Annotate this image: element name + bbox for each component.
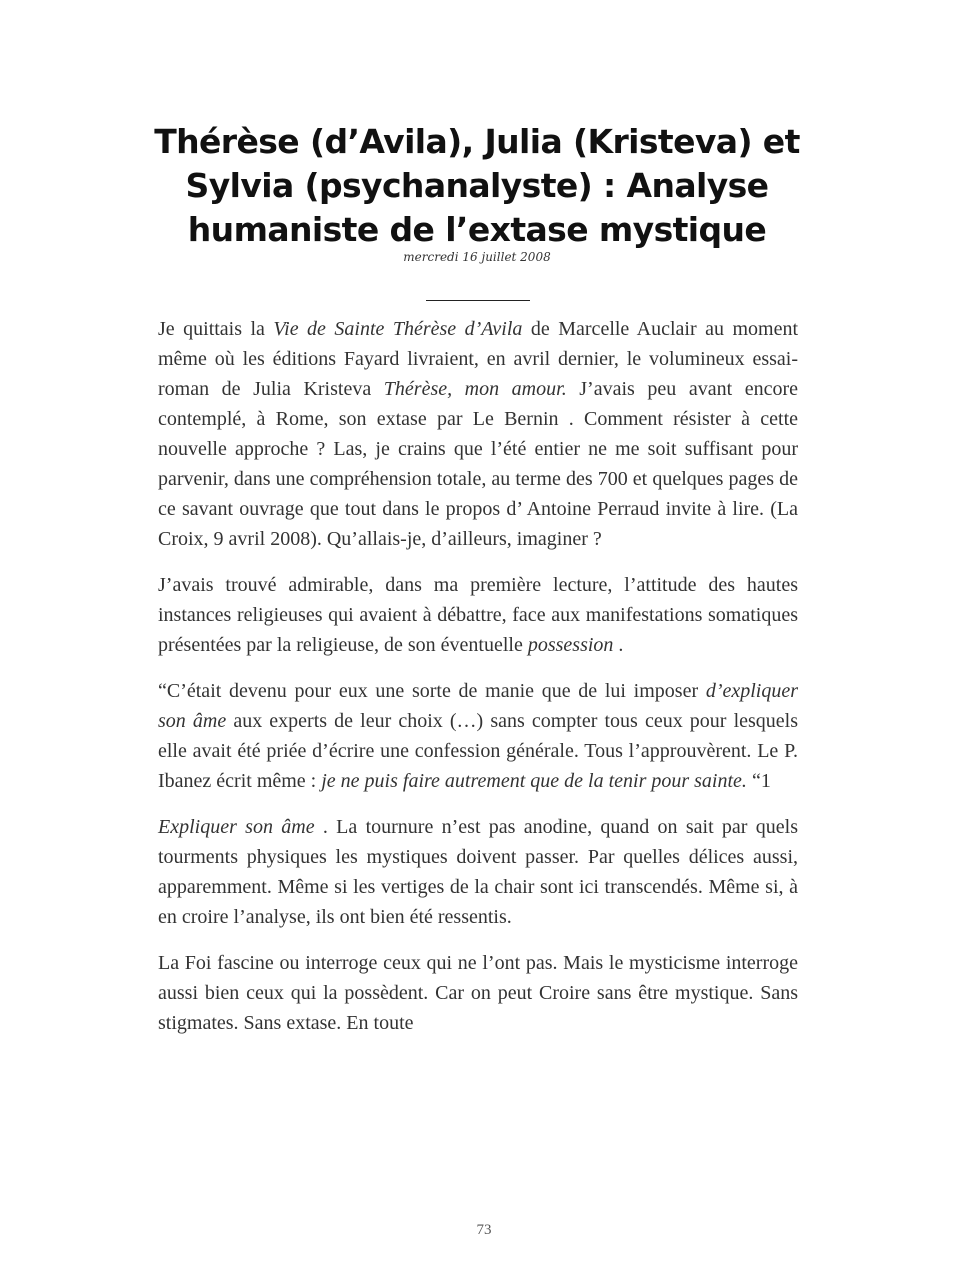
emphasis-possession: possession (527, 634, 614, 656)
paragraph-4 (158, 812, 798, 932)
text-span: . La tournure n’est pas anodine, quand on sait par quels tourments physiques les mystiques doivent passer. Par quelles délices aussi, apparemment. Même si les vertiges de la chair sont ici transcendés. Même si, à en croire l’analyse, ils ont bien été ressentis. (158, 816, 798, 928)
text-span: J’avais peu avant encore contemplé, à Rome, son extase par Le Bernin . Comment résister à cette nouvelle approche ? Las, je crains que l’été entier ne me soit suffisant pour parvenir, dans une compréhension totale, au terme des 700 et quelques pages de ce savant ouvrage que tout dans le propos d’ Antoine Perraud invite à lire. (La Croix, 9 avril 2008). Qu’allais-je, d’ailleurs, imaginer ? (158, 378, 798, 550)
article-title: Thérèse (d’Avila), Julia (Kristeva) et Sylvia (psychanalyste) : Analyse humaniste de l’extase mystique (154, 122, 800, 249)
page-number: 73 (476, 1222, 492, 1238)
emphasis-expliquer-son-ame: d’expliquer son âme (158, 680, 798, 732)
text-span: J’avais trouvé admirable, dans ma première lecture, l’attitude des hautes instances religieuses qui avaient à débattre, face aux manifestations somatiques présentées par la religieuse, de son éventuelle (158, 574, 798, 656)
paragraph-1 (158, 314, 798, 554)
text-span: “1 (746, 770, 771, 792)
text-span: de Marcelle Auclair au moment même où les éditions Fayard livraient, en avril dernier, le volumineux essai-roman de Julia Kristeva (158, 318, 799, 400)
text-span: La Foi fascine ou interroge ceux qui ne l’ont pas. Mais le mysticisme interroge aussi bien ceux qui la possèdent. Car on peut Croire sans être mystique. Sans stigmates. Sans extase. En toute (158, 952, 798, 1034)
book-title-therese-mon-amour: Thérèse, mon amour. (383, 378, 567, 400)
text-span: “C’était devenu pour eux une sorte de manie que de lui imposer (158, 680, 706, 702)
text-span: . (613, 634, 624, 656)
book-title-vie-de-sainte-therese: Vie de Sainte Thérèse d’Avila (273, 318, 523, 340)
emphasis-tenir-pour-sainte: je ne puis faire autrement que de la tenir pour sainte. (321, 770, 747, 792)
paragraph-2 (158, 570, 798, 660)
article-date: mercredi 16 juillet 2008 (403, 250, 551, 264)
text-span: aux experts de leur choix (…) sans compter tous ceux pour lesquels elle avait été priée d’écrire une confession générale. Tous l’approuvèrent. Le P. Ibanez écrit même : (158, 710, 799, 792)
text-span: Je quittais la (158, 318, 274, 340)
article-body (158, 314, 798, 1054)
paragraph-5 (158, 948, 798, 1038)
emphasis-expliquer-son-ame: Expliquer son âme (158, 816, 315, 838)
paragraph-3-quote (158, 676, 798, 796)
separator-rule (426, 300, 530, 301)
